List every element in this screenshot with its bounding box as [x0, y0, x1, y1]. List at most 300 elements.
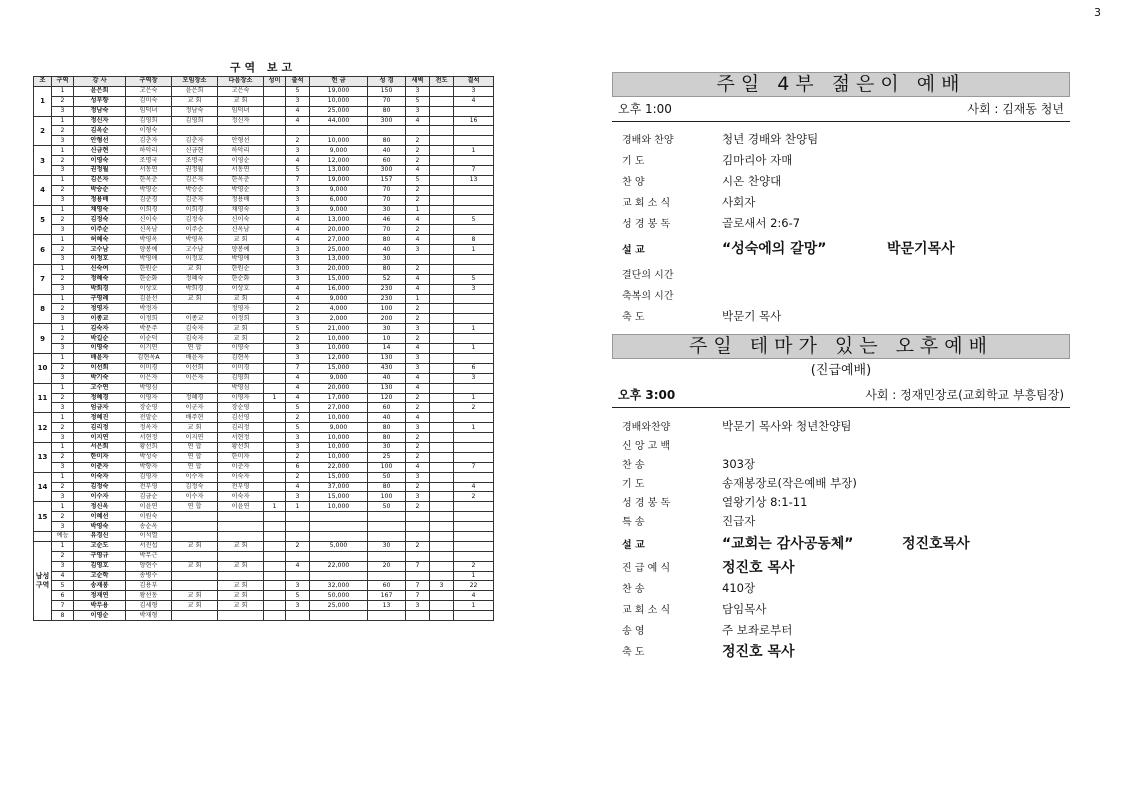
- table-cell: 1: [454, 245, 494, 255]
- table-cell: 김은자: [172, 175, 218, 185]
- order-item-value: 박문기 목사: [722, 308, 782, 323]
- table-cell: [218, 531, 264, 541]
- table-cell: 100: [368, 462, 406, 472]
- table-cell: 이수자: [74, 492, 126, 502]
- table-cell: [264, 225, 286, 235]
- table-cell: 박영옥: [172, 235, 218, 245]
- table-cell: [368, 551, 406, 561]
- table-cell: [264, 136, 286, 146]
- table-cell: [454, 225, 494, 235]
- table-cell: 신금현: [74, 146, 126, 156]
- table-cell: 박영애: [218, 255, 264, 265]
- table-cell: 3: [52, 433, 74, 443]
- table-cell: 교 회: [172, 96, 218, 106]
- table-cell: 60: [368, 581, 406, 591]
- table-cell: [430, 284, 454, 294]
- table-cell: 교 회: [218, 591, 264, 601]
- table-cell: 교 회: [218, 235, 264, 245]
- table-cell: 박길순: [74, 334, 126, 344]
- table-cell: 3: [286, 96, 310, 106]
- table-cell: 황선희: [126, 442, 172, 452]
- table-cell: 4: [406, 166, 430, 176]
- table-cell: 2: [454, 492, 494, 502]
- table-cell: [430, 116, 454, 126]
- table-cell: 김현옥A: [126, 353, 172, 363]
- table-cell: 100: [368, 304, 406, 314]
- table-cell: [454, 541, 494, 551]
- table-cell: 27,000: [310, 403, 368, 413]
- table-cell: 2: [52, 274, 74, 284]
- table-cell: [430, 334, 454, 344]
- order-item-value: 시온 찬양대: [722, 173, 782, 188]
- table-cell: 1: [52, 146, 74, 156]
- table-cell: 5: [52, 581, 74, 591]
- report-title: 구역 보고: [229, 61, 297, 74]
- order-item-value: 410장: [722, 580, 756, 595]
- table-cell: [406, 522, 430, 532]
- table-cell: 4: [406, 462, 430, 472]
- table-cell: 2: [406, 304, 430, 314]
- table-cell: 12,000: [310, 156, 368, 166]
- table-cell: [264, 195, 286, 205]
- table-cell: 3: [286, 492, 310, 502]
- table-cell: 2: [286, 334, 310, 344]
- table-cell: [264, 492, 286, 502]
- table-cell: 4: [286, 482, 310, 492]
- table-cell: 7: [454, 462, 494, 472]
- order-item-label: 교 회 소 식: [622, 605, 671, 616]
- table-cell: [286, 531, 310, 541]
- table-cell: 4: [286, 383, 310, 393]
- service1-title: 주일 4부 젊은이 예배: [612, 72, 1070, 97]
- table-cell: [218, 571, 264, 581]
- table-cell: [430, 413, 454, 423]
- table-cell: 130: [368, 383, 406, 393]
- table-cell: 15,000: [310, 472, 368, 482]
- table-cell: [430, 195, 454, 205]
- table-cell: [430, 146, 454, 156]
- table-row: [34, 363, 494, 373]
- table-cell: [406, 611, 430, 621]
- table-cell: [454, 185, 494, 195]
- table-cell: 3: [406, 353, 430, 363]
- group-number: 14: [34, 472, 52, 502]
- table-cell: [264, 274, 286, 284]
- column-header: 성미: [264, 77, 286, 87]
- table-cell: 서동연: [218, 166, 264, 176]
- order-item: [612, 212, 1070, 233]
- table-cell: 김영희: [218, 373, 264, 383]
- table-cell: 1: [52, 264, 74, 274]
- table-cell: 김리정: [218, 423, 264, 433]
- table-cell: [430, 126, 454, 136]
- order-item-value: 303장: [722, 456, 756, 471]
- table-cell: 1: [286, 502, 310, 512]
- table-cell: 157: [368, 175, 406, 185]
- table-row: [34, 215, 494, 225]
- table-cell: 김은자: [74, 175, 126, 185]
- table-cell: [430, 452, 454, 462]
- table-row: [34, 512, 494, 522]
- table-cell: 4: [286, 215, 310, 225]
- table-row: [34, 166, 494, 176]
- table-cell: 김영자: [126, 472, 172, 482]
- table-cell: [430, 215, 454, 225]
- table-cell: 4: [286, 235, 310, 245]
- table-cell: 이숙자: [74, 472, 126, 482]
- table-cell: 이주순: [74, 225, 126, 235]
- table-cell: 교 회: [172, 294, 218, 304]
- table-cell: 정영자: [74, 304, 126, 314]
- table-cell: 3: [286, 442, 310, 452]
- table-cell: [430, 344, 454, 354]
- order-item-value: 김마리아 자매: [722, 152, 793, 167]
- table-cell: [430, 294, 454, 304]
- table-cell: [368, 571, 406, 581]
- table-cell: [172, 383, 218, 393]
- table-cell: [430, 512, 454, 522]
- table-cell: [368, 512, 406, 522]
- table-cell: 100: [368, 492, 406, 502]
- table-cell: [286, 522, 310, 532]
- table-cell: 3: [286, 205, 310, 215]
- table-cell: 4: [286, 294, 310, 304]
- table-cell: [286, 126, 310, 136]
- table-cell: 이선희: [172, 363, 218, 373]
- table-cell: 37,000: [310, 482, 368, 492]
- table-cell: 조명국: [126, 156, 172, 166]
- table-cell: 10,000: [310, 344, 368, 354]
- table-cell: [264, 423, 286, 433]
- table-cell: 정옥자: [126, 423, 172, 433]
- table-cell: [430, 86, 454, 96]
- table-cell: 3: [406, 492, 430, 502]
- table-cell: [172, 126, 218, 136]
- order-item-value: 정진호 목사: [722, 559, 795, 576]
- order-item: [612, 263, 1070, 284]
- table-row: [34, 522, 494, 532]
- table-cell: [264, 304, 286, 314]
- table-cell: 서현정: [126, 433, 172, 443]
- table-cell: [454, 472, 494, 482]
- table-cell: 4: [286, 225, 310, 235]
- table-cell: 김숙자: [172, 334, 218, 344]
- table-cell: [264, 541, 286, 551]
- group-number: 7: [34, 264, 52, 294]
- table-cell: 3: [52, 344, 74, 354]
- table-cell: 김용부: [126, 581, 172, 591]
- service2-sermon: [612, 530, 1070, 556]
- table-cell: 7: [286, 175, 310, 185]
- table-cell: 김정숙: [172, 215, 218, 225]
- table-cell: [430, 393, 454, 403]
- table-cell: 200: [368, 314, 406, 324]
- table-cell: 이상호: [126, 284, 172, 294]
- table-cell: [430, 235, 454, 245]
- table-cell: 3: [286, 245, 310, 255]
- table-row: [34, 601, 494, 611]
- table-cell: 교 회: [172, 423, 218, 433]
- table-cell: [264, 353, 286, 363]
- table-cell: 27,000: [310, 235, 368, 245]
- table-cell: [430, 156, 454, 166]
- group-number: 15: [34, 502, 52, 532]
- table-cell: 성부향: [74, 96, 126, 106]
- table-cell: 4: [286, 393, 310, 403]
- table-cell: [264, 571, 286, 581]
- table-cell: 김영희: [126, 116, 172, 126]
- table-cell: [264, 205, 286, 215]
- table-cell: 230: [368, 284, 406, 294]
- order-item: [612, 416, 1070, 435]
- table-cell: 15,000: [310, 363, 368, 373]
- divider: [612, 407, 1070, 408]
- table-cell: 이정호: [74, 255, 126, 265]
- table-cell: 이주순: [172, 225, 218, 235]
- table-cell: [172, 304, 218, 314]
- group-number: 13: [34, 442, 52, 472]
- table-cell: 7: [406, 591, 430, 601]
- table-cell: 15,000: [310, 492, 368, 502]
- table-cell: 6: [286, 462, 310, 472]
- table-cell: 2: [286, 136, 310, 146]
- sermon-label: 설 교: [622, 244, 645, 256]
- table-cell: [430, 403, 454, 413]
- table-cell: 5: [286, 423, 310, 433]
- table-cell: 전말순: [126, 413, 172, 423]
- order-item: [612, 640, 1070, 661]
- table-cell: 김춘자: [172, 136, 218, 146]
- table-cell: 3: [52, 106, 74, 116]
- column-header: 조: [34, 77, 52, 87]
- table-cell: 박기숙: [74, 373, 126, 383]
- table-cell: 2: [52, 304, 74, 314]
- table-cell: 정혜진: [74, 413, 126, 423]
- table-cell: [430, 225, 454, 235]
- table-cell: 2: [52, 245, 74, 255]
- table-cell: 정영자: [218, 304, 264, 314]
- table-cell: 3: [52, 225, 74, 235]
- table-cell: 이순덕: [126, 334, 172, 344]
- table-cell: [430, 205, 454, 215]
- table-cell: 20,000: [310, 383, 368, 393]
- table-cell: 고순도: [74, 541, 126, 551]
- table-cell: 3: [286, 185, 310, 195]
- table-cell: 이형숙: [126, 126, 172, 136]
- table-cell: 30: [368, 324, 406, 334]
- table-header-row: [34, 77, 494, 87]
- table-cell: 20,000: [310, 264, 368, 274]
- table-cell: [430, 541, 454, 551]
- service2-time: 오후 3:00: [618, 388, 676, 402]
- column-header: 구역장: [126, 77, 172, 87]
- table-cell: 3: [454, 373, 494, 383]
- table-cell: 4: [406, 284, 430, 294]
- table-cell: 교 회: [218, 561, 264, 571]
- table-cell: [430, 522, 454, 532]
- table-cell: [264, 383, 286, 393]
- group-number: 3: [34, 146, 52, 176]
- table-cell: 5: [406, 175, 430, 185]
- table-cell: 엄금자: [74, 403, 126, 413]
- table-cell: 왕선동: [126, 591, 172, 601]
- table-cell: 송병수: [126, 571, 172, 581]
- table-cell: 3: [454, 86, 494, 96]
- table-cell: [264, 611, 286, 621]
- table-cell: 2: [52, 156, 74, 166]
- table-cell: 3: [406, 106, 430, 116]
- table-cell: 10,000: [310, 502, 368, 512]
- table-cell: 80: [368, 433, 406, 443]
- table-cell: 3: [406, 601, 430, 611]
- table-cell: 한옥춘: [126, 175, 172, 185]
- table-cell: 교 회: [218, 581, 264, 591]
- table-cell: 80: [368, 482, 406, 492]
- table-cell: 3: [52, 522, 74, 532]
- table-cell: 교 회: [218, 96, 264, 106]
- table-cell: 권정월: [74, 166, 126, 176]
- order-item: [612, 435, 1070, 454]
- table-cell: 12,000: [310, 353, 368, 363]
- table-cell: 3: [52, 284, 74, 294]
- table-cell: [218, 611, 264, 621]
- table-cell: 60: [368, 403, 406, 413]
- table-cell: [454, 353, 494, 363]
- table-cell: 안형선: [218, 136, 264, 146]
- table-cell: [264, 373, 286, 383]
- table-cell: 32,000: [310, 581, 368, 591]
- table-cell: 10,000: [310, 442, 368, 452]
- table-cell: 고수남: [172, 245, 218, 255]
- table-cell: 30: [368, 541, 406, 551]
- order-item-value: 정진호 목사: [722, 643, 795, 660]
- table-cell: 이희경: [172, 205, 218, 215]
- table-cell: 이영순: [74, 611, 126, 621]
- service1-order-after: [612, 263, 1070, 326]
- table-cell: 3: [52, 492, 74, 502]
- table-cell: 1: [454, 423, 494, 433]
- order-item: [612, 556, 1070, 577]
- table-cell: 25,000: [310, 601, 368, 611]
- table-cell: 9,000: [310, 294, 368, 304]
- table-cell: 4: [406, 373, 430, 383]
- table-cell: 고수남: [74, 245, 126, 255]
- table-cell: 연 합: [172, 442, 218, 452]
- order-item: [612, 170, 1070, 191]
- table-cell: 6: [454, 363, 494, 373]
- table-cell: [454, 611, 494, 621]
- table-cell: 1: [52, 175, 74, 185]
- table-cell: 4: [406, 215, 430, 225]
- table-cell: [430, 175, 454, 185]
- service2-order: [612, 416, 1070, 530]
- table-row: [34, 561, 494, 571]
- service2-host: 사회 : 정재민장로(교회학교 부흥팀장): [865, 388, 1064, 402]
- table-cell: 1: [264, 502, 286, 512]
- table-cell: 한미자: [218, 452, 264, 462]
- table-cell: [310, 531, 368, 541]
- column-header: 구역: [52, 77, 74, 87]
- table-cell: 4: [454, 482, 494, 492]
- table-cell: 3: [286, 581, 310, 591]
- table-cell: 이미경: [218, 363, 264, 373]
- table-cell: 150: [368, 86, 406, 96]
- table-cell: 1: [52, 235, 74, 245]
- table-cell: 임덕녀: [126, 106, 172, 116]
- table-cell: 13: [454, 175, 494, 185]
- table-cell: [430, 442, 454, 452]
- table-cell: 고순학: [74, 571, 126, 581]
- table-cell: [264, 363, 286, 373]
- table-row: [34, 571, 494, 581]
- table-row: [34, 472, 494, 482]
- table-cell: 2: [286, 452, 310, 462]
- table-cell: 300: [368, 116, 406, 126]
- table-cell: 4: [52, 571, 74, 581]
- table-cell: 13,000: [310, 215, 368, 225]
- table-cell: 1: [406, 205, 430, 215]
- table-cell: 3: [406, 423, 430, 433]
- group-number: 12: [34, 413, 52, 443]
- table-cell: 정남숙: [74, 106, 126, 116]
- table-cell: [454, 294, 494, 304]
- table-cell: [264, 433, 286, 443]
- table-cell: 5: [454, 215, 494, 225]
- order-item-label: 특 송: [622, 517, 645, 528]
- table-cell: 2: [454, 561, 494, 571]
- table-cell: 30: [368, 442, 406, 452]
- table-cell: 이윤연: [218, 502, 264, 512]
- table-cell: [454, 334, 494, 344]
- table-cell: 김윤선: [126, 294, 172, 304]
- table-row: [34, 126, 494, 136]
- table-cell: 이수자: [172, 492, 218, 502]
- table-row: [34, 403, 494, 413]
- table-cell: 서진섭: [126, 541, 172, 551]
- table-cell: 4: [406, 235, 430, 245]
- table-cell: 박승순: [74, 185, 126, 195]
- table-cell: 김춘자: [126, 136, 172, 146]
- table-cell: 박영애: [126, 255, 172, 265]
- table-cell: 2: [406, 156, 430, 166]
- service2-title: 주일 테마가 있는 오후예배: [612, 334, 1070, 359]
- table-cell: [454, 304, 494, 314]
- table-cell: [454, 551, 494, 561]
- table-cell: 신이숙: [218, 215, 264, 225]
- order-item-value: 골로새서 2:6-7: [722, 215, 801, 230]
- table-cell: 25,000: [310, 106, 368, 116]
- table-cell: 김숙자: [172, 324, 218, 334]
- table-cell: [430, 383, 454, 393]
- column-header: 출석: [286, 77, 310, 87]
- table-cell: [264, 512, 286, 522]
- table-cell: [454, 502, 494, 512]
- table-cell: [454, 442, 494, 452]
- table-cell: 4: [286, 284, 310, 294]
- table-cell: 2: [406, 541, 430, 551]
- table-cell: 4: [406, 413, 430, 423]
- order-item-label: 경배와찬양: [622, 422, 671, 433]
- table-cell: 3: [52, 314, 74, 324]
- column-header: 결석: [454, 77, 494, 87]
- table-cell: [368, 611, 406, 621]
- table-cell: [264, 314, 286, 324]
- table-cell: 13: [368, 601, 406, 611]
- table-cell: 박성숙: [126, 452, 172, 462]
- table-row: [34, 492, 494, 502]
- table-cell: 이기연: [126, 344, 172, 354]
- table-cell: 김금순: [126, 492, 172, 502]
